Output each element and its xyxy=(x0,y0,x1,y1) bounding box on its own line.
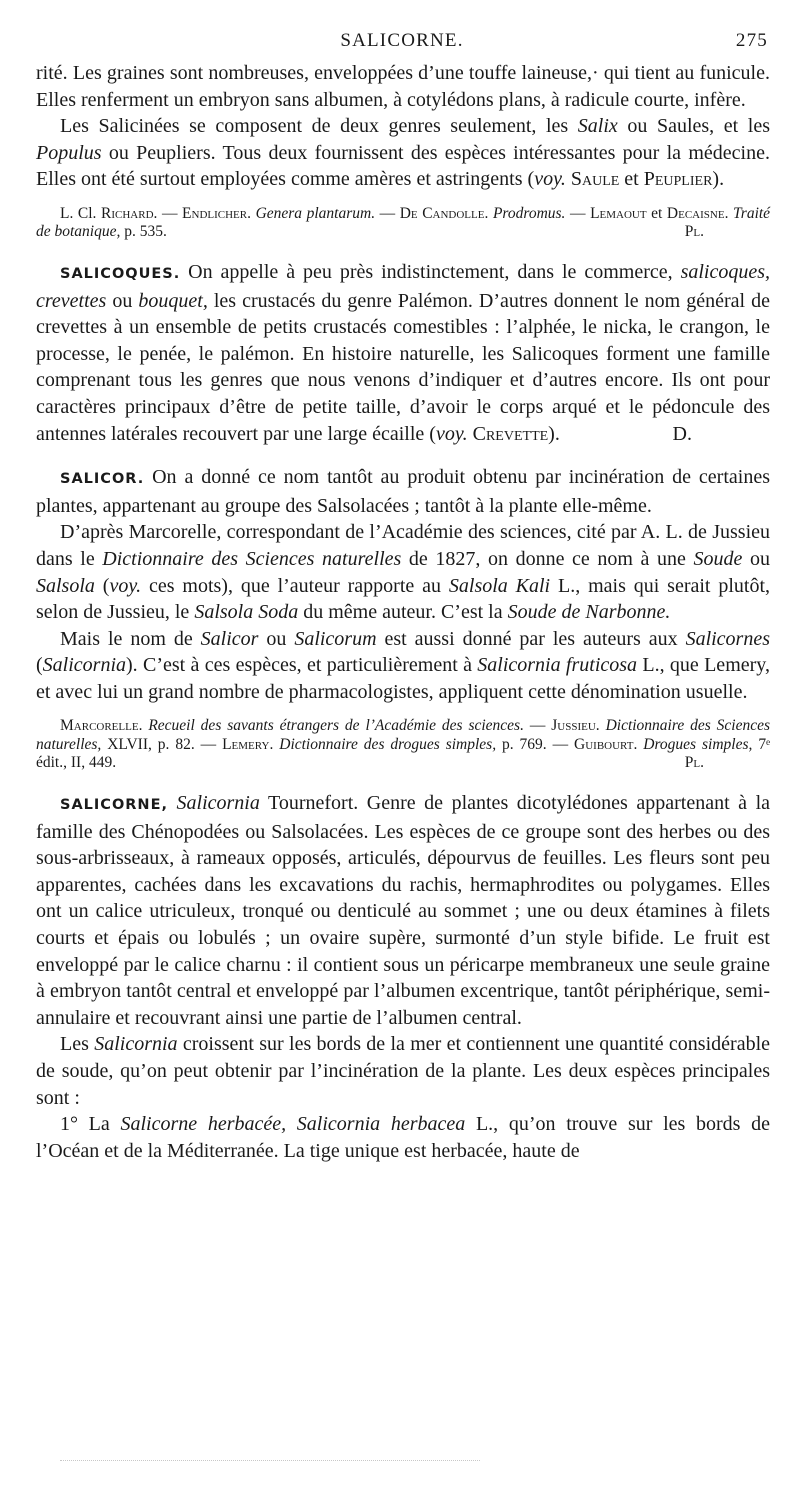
text: ou xyxy=(106,289,139,312)
italic-term: Salsola xyxy=(36,574,95,597)
text: et xyxy=(646,204,667,222)
text: ou xyxy=(258,627,295,650)
entry-headword: SALICOQUES. xyxy=(60,265,181,282)
italic-term: salicoques, crevettes xyxy=(36,260,770,312)
paragraph-mais xyxy=(36,626,770,706)
page-running-title: SALICORNE. xyxy=(340,30,464,51)
author-name: Lemaout xyxy=(590,204,647,222)
text: XLVII, p. 82. — xyxy=(101,735,223,753)
text: les crustacés du genre Palémon. D’autres donnent le nom général de crevettes à un ensemble de petits crustacés comestibles : l’alphée, le nicka, le crangon, le processe, le penée, le palémon. En histoire naturelle, les Salicoques forment une famille comprenant tous les genres que nous venons d’indiquer et d’autres encore. Ils ont pour caractères principaux d’être de petite taille, d’avoir le corps arqué et le pédoncule des antennes latérales recouvert par une large écaille ( xyxy=(36,289,771,445)
italic-term: Salicorum xyxy=(294,627,377,650)
article-salicorne xyxy=(36,790,770,1031)
text: — xyxy=(523,717,552,735)
italic-term: Salicornes xyxy=(685,627,770,650)
running-header xyxy=(36,30,768,56)
cross-reference: Saule xyxy=(570,168,620,191)
author-name: Endlicher xyxy=(182,204,248,222)
text: L., mais qui serait plutôt, selon de Jussieu, le xyxy=(36,574,771,624)
page-body xyxy=(36,60,770,1164)
text: ou Peupliers. Tous deux fournissent des espèces intéressantes pour la médecine. Elles ont été surtout employées comme amères et astringents ( xyxy=(36,141,770,191)
book-title: Traité de botanique, xyxy=(36,204,771,241)
book-title: Dictionnaire des Sciences naturelles, xyxy=(36,717,770,753)
scan-bleedthrough-line xyxy=(60,1460,480,1465)
author-signature: D. xyxy=(672,422,692,445)
author-name: Richard xyxy=(101,204,154,222)
author-name: Decaisne xyxy=(666,204,725,222)
text: ). xyxy=(548,422,560,445)
text: Mais le nom de xyxy=(60,627,201,650)
text: ). C’est à ces espèces, et particulièrement à xyxy=(126,654,478,677)
italic-term: Salicor xyxy=(200,627,259,650)
italic-term: voy. xyxy=(534,168,566,191)
book-title: Dictionnaire des Sciences naturelles xyxy=(102,547,402,570)
book-title: Prodromus. xyxy=(492,204,566,222)
text xyxy=(168,792,177,814)
bibliography-salicor xyxy=(36,717,770,773)
text: est aussi donné par les auteurs aux xyxy=(376,627,686,650)
text: ou xyxy=(742,547,771,570)
text: L., que Lemery, et avec lui un grand nombre de pharmacologistes, appliquent cette dénomination usuelle. xyxy=(36,654,770,703)
italic-term: Salicornia xyxy=(176,791,260,814)
text: . xyxy=(595,717,606,735)
text: ( xyxy=(36,654,43,677)
text: . — xyxy=(153,204,183,222)
text: ( xyxy=(94,574,110,597)
author-name: Marcorelle xyxy=(60,717,139,735)
paragraph-marcorelle xyxy=(36,519,770,625)
article-salicor xyxy=(36,464,770,519)
italic-term: voy. xyxy=(109,574,142,597)
text: p. 535. xyxy=(120,223,167,241)
italic-term: Soude de Narbonne. xyxy=(507,601,671,624)
text: . xyxy=(138,717,149,735)
italic-term: voy. xyxy=(435,422,468,445)
text: ces mots), que l’auteur rapporte au xyxy=(141,574,449,597)
book-title: Drogues simples, xyxy=(643,735,753,753)
italic-term: bouquet, xyxy=(138,289,208,312)
entry-headword: SALICORNE, xyxy=(60,796,168,813)
article-salicoques xyxy=(36,259,770,447)
text: Les Salicinées se composent de deux genres seulement, les xyxy=(60,115,578,138)
text: . xyxy=(633,735,644,753)
text: rité. Les graines sont nombreuses, enveloppées d’une touffe laineuse,· qui tient au funicule. Elles renferment un embryon sans albumen, à cotylédons plans, à radicule courte, infère. xyxy=(36,62,770,111)
italic-term: Salicornia xyxy=(42,654,127,677)
text: L., qu’on trouve sur les bords de l’Océan et de la Méditerranée. La tige unique est herbacée, haute de xyxy=(36,1113,771,1162)
bibliography-salicinees xyxy=(36,205,770,242)
paragraph-herbacee xyxy=(36,1111,770,1164)
text: p. 769. — xyxy=(496,735,575,753)
paragraph-continuation xyxy=(36,60,770,113)
text: . xyxy=(724,204,734,222)
italic-term: Salix xyxy=(577,115,618,138)
book-title: Recueil des savants étrangers de l’Académie des sciences. xyxy=(148,717,524,735)
text: . xyxy=(247,204,256,222)
text: On a donné ce nom tantôt au produit obtenu par incinération de certaines plantes, appartenant au groupe des Salsolacées ; tantôt à la plante elle-même. xyxy=(36,466,770,517)
author-name: Jussieu xyxy=(551,717,596,735)
text: Tournefort. Genre de plantes dicotylédones appartenant à la famille des Chénopodées ou Salsolacées. Les espèces de ce groupe sont des herbes ou des sous-arbrisseaux, à rameaux opposés, articulés, dépourvus de feuilles. Les fleurs sont peu apparentes, cachées dans les excavations du rachis, hermaphrodites ou polygames. Elles ont un calice utriculeux, tronqué ou denticulé au sommet ; une ou deux étamines à filets courts et épais ou lobulés ; un ovaire supère, surmonté d’un style bifide. Le fruit est enveloppé par le calice charnu : il contient sous un péricarpe membraneux une seule graine à embryon tantôt central et enveloppé par l’albumen excentrique, tantôt périphérique, semi-annulaire et recouvrant ainsi une partie de l’albumen central. xyxy=(36,791,771,1029)
text: On appelle à peu près indistinctement, dans le commerce, xyxy=(180,260,681,283)
text: ). xyxy=(712,168,725,191)
italic-term: Populus xyxy=(36,141,102,164)
page-number: 275 xyxy=(735,30,768,51)
paragraph-salicornia-habitat xyxy=(36,1031,770,1111)
text: — xyxy=(565,204,591,222)
text: D’après Marcorelle, correspondant de l’Académie des sciences, cité par A. L. de Jussieu dans le xyxy=(36,521,770,570)
text: et xyxy=(619,168,644,191)
text: du même auteur. C’est la xyxy=(298,601,508,624)
italic-term: Soude xyxy=(693,547,743,570)
italic-term: Salicornia xyxy=(94,1033,178,1056)
text: L. Cl. xyxy=(60,204,101,222)
italic-term: Salsola Soda xyxy=(194,601,299,624)
italic-term: Salicorne herbacée, Salicornia herbacea xyxy=(120,1113,466,1136)
entry-headword: SALICOR. xyxy=(60,471,145,488)
text: 1° La xyxy=(60,1113,121,1136)
cross-reference: Peuplier xyxy=(643,168,713,191)
book-title: Dictionnaire des drogues simples, xyxy=(279,735,497,753)
text: ou Saules, et les xyxy=(617,115,770,138)
cross-reference: Crevette xyxy=(472,422,549,445)
italic-term: Salicornia fruticosa xyxy=(477,654,638,677)
text: croissent sur les bords de la mer et contiennent une quantité considérable de soude, qu’on peut obtenir par l’incinération de la plante. Les deux espèces principales sont : xyxy=(36,1033,770,1109)
author-name: Guibourt xyxy=(574,735,634,753)
author-signature: Pl. xyxy=(684,223,704,241)
author-signature: Pl. xyxy=(684,754,704,772)
author-name: Lemery xyxy=(222,735,270,753)
text: de 1827, on donne ce nom à une xyxy=(401,547,694,570)
paragraph-salicinees xyxy=(36,113,770,193)
text: Les xyxy=(60,1033,95,1056)
text: 7ᵉ édit., II, 449. xyxy=(36,735,771,772)
text: — xyxy=(375,204,400,222)
text: . xyxy=(484,204,493,222)
book-title: Genera plantarum. xyxy=(255,204,376,222)
italic-term: Salsola Kali xyxy=(448,574,551,597)
author-name: De Candolle xyxy=(399,204,485,222)
text: . xyxy=(269,735,280,753)
